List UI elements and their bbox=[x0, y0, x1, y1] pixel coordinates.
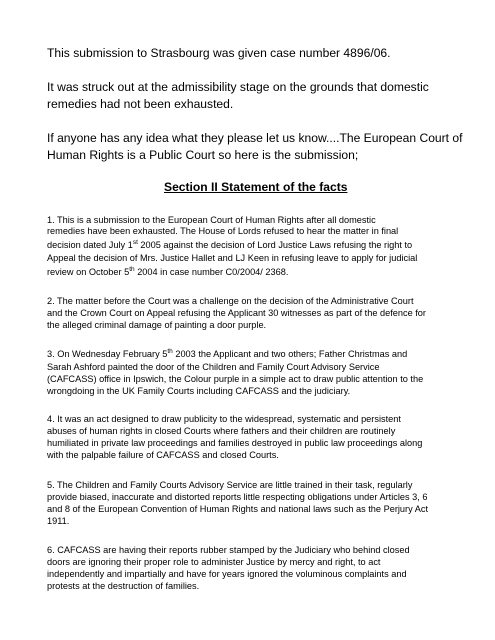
paragraph-line: 5. The Children and Family Courts Advisory Service are little trained in their task, regularly bbox=[47, 480, 413, 490]
superscript: th bbox=[129, 266, 135, 273]
paragraph-line: 1. This is a submission to the European Court of Human Rights after all domestic bbox=[47, 215, 376, 225]
superscript: th bbox=[167, 348, 173, 355]
paragraph-line: abuses of human rights in closed Courts where fathers and their children are routinely bbox=[47, 426, 396, 436]
paragraph-line: review on October 5th 2004 in case number C0/2004/ 2368. bbox=[47, 266, 289, 277]
paragraph-line: Sarah Ashford painted the door of the Children and Family Court Advisory Service bbox=[47, 362, 380, 372]
paragraph-line: the alleged criminal damage of painting a door purple. bbox=[47, 320, 267, 330]
intro-line: This submission to Strasbourg was given case number 4896/06. bbox=[47, 46, 391, 60]
paragraph-line: 4. It was an act designed to draw publicity to the widespread, systematic and persistent bbox=[47, 414, 401, 424]
paragraph-line: (CAFCASS) office in Ipswich, the Colour purple in a simple act to draw public attention to the bbox=[47, 374, 424, 384]
intro-line: If anyone has any idea what they please let us know....The European Court of bbox=[47, 131, 463, 145]
intro-line: Human Rights is a Public Court so here is the submission; bbox=[47, 148, 359, 162]
intro-line: It was struck out at the admissibility stage on the grounds that domestic bbox=[47, 80, 429, 94]
paragraph-line: and 8 of the European Convention of Human Rights and national laws such as the Perjury Act bbox=[47, 504, 429, 514]
paragraph-line: provide biased, inaccurate and distorted reports little respecting obligations under Articles 3, 6 bbox=[47, 492, 428, 502]
section-title: Section II Statement of the facts bbox=[164, 180, 348, 194]
paragraph-line: protests at the destruction of families. bbox=[47, 581, 200, 591]
paragraph-line: and the Crown Court on Appeal refusing the Applicant 30 witnesses as part of the defence for bbox=[47, 308, 426, 318]
paragraph-line: 3. On Wednesday February 5th 2003 the Applicant and two others; Father Christmas and bbox=[47, 348, 408, 359]
paragraph-line: doors are ignoring their proper role to administer Justice by mercy and right, to act bbox=[47, 557, 381, 567]
paragraph-line: decision dated July 1st 2005 against the decision of Lord Justice Laws refusing the right to bbox=[47, 239, 413, 250]
paragraph-line: 1911. bbox=[47, 516, 70, 526]
paragraph-line: remedies have been exhausted. The House of Lords refused to hear the matter in final bbox=[47, 226, 399, 236]
paragraph-line: humiliated in private law proceedings and families destroyed in public law proceedings along bbox=[47, 438, 423, 448]
paragraph-line: with the palpable failure of CAFCASS and closed Courts. bbox=[47, 450, 279, 460]
paragraph-line: 6. CAFCASS are having their reports rubber stamped by the Judiciary who behind closed bbox=[47, 545, 410, 555]
intro-line: remedies had not been exhausted. bbox=[47, 97, 234, 111]
paragraph-line: independently and impartially and have for years ignored the voluminous complaints and bbox=[47, 569, 407, 579]
paragraph-line: 2. The matter before the Court was a challenge on the decision of the Administrative Court bbox=[47, 296, 414, 306]
paragraph-line: Appeal the decision of Mrs. Justice Hallet and LJ Keen in refusing leave to apply for judicial bbox=[47, 253, 418, 263]
paragraph-line: wrongdoing in the UK Family Courts including CAFCASS and the judiciary. bbox=[47, 386, 351, 396]
superscript: st bbox=[132, 239, 138, 246]
